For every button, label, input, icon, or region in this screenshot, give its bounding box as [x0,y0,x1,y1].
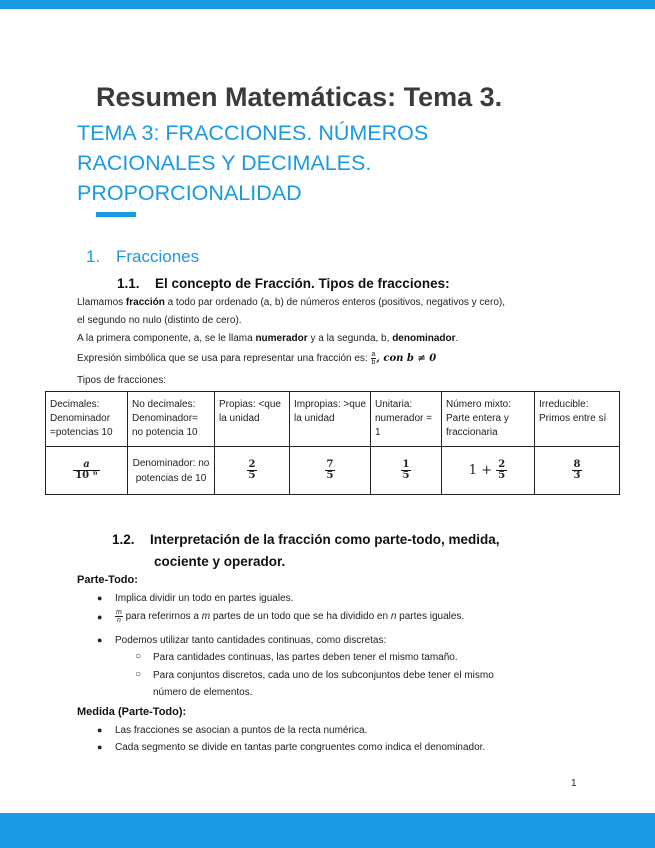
fraction-numerator: a [371,351,376,358]
fraction-decimal-example [73,460,100,482]
types-label: Tipos de fracciones: [77,375,167,386]
sub-list-item-continuation: número de elementos. [153,687,253,698]
paragraph-definition-line2: el segundo no nulo (distinto de cero). [77,315,242,326]
fraction-denominator: n [116,617,121,624]
table-cell: Denominador: no potencias de 10 [128,447,215,495]
fraction-numerator: 1 [402,458,410,470]
paragraph-expression [77,351,436,366]
list-item [97,635,387,646]
list-item [97,593,294,604]
list-item-text: Para conjuntos discretos, cada uno de los subconjuntos debe tener el mismo [153,670,494,681]
table-cell [535,447,620,495]
table-header-cell: Irreducible: Primos entre sí [535,392,620,447]
fraction-numerator: a [83,458,90,470]
fraction-types-table [45,391,620,495]
fraction-numerator: 7 [326,458,334,470]
italic-var: m [201,611,211,623]
circle-bullet-icon: ○ [135,669,142,680]
fraction-denominator: 3 [573,470,581,481]
fraction-numerator: 2 [248,458,256,470]
table-header-cell: Impropias: >que la unidad [290,392,371,447]
list-item-text: Para cantidades continuas, las partes deben tener el mismo tamaño. [153,652,458,663]
list-item-text: Podemos utilizar tanto cantidades continuas, como discretas: [115,635,387,646]
bold-term: fracción [125,297,165,308]
table-example-row [46,447,620,495]
subsection-heading-1-2 [112,532,500,547]
list-item [97,609,465,624]
table-header-cell: No decimales: Denominador= no potencia 10 [128,392,215,447]
document-title: Resumen Matemáticas: Tema 3. [96,82,503,112]
bottom-accent-bar [0,813,655,848]
fraction-numerator: 2 [498,458,506,470]
bullet-icon: ● [97,612,103,622]
text-run: Llamamos [77,297,126,308]
parte-todo-label: Parte-Todo: [77,574,138,586]
table-header-cell: Decimales: Denominador =potencias 10 [46,392,128,447]
text-run: y a la segunda, b, [307,333,393,344]
table-cell [215,447,290,495]
text-run: partes iguales. [396,611,465,623]
subtitle-line-1: TEMA 3: FRACCIONES. NÚMEROS [77,121,429,145]
fraction-denominator: 10 ⁿ [75,470,98,481]
list-item [97,742,486,753]
medida-label: Medida (Parte-Todo): [77,706,187,718]
fraction-numerator: m [116,609,122,616]
subsection-number: 1.1. [117,276,140,291]
fraction-denominator: 5 [248,470,256,481]
bullet-icon: ● [97,593,103,603]
fraction-numerator: 8 [573,458,581,470]
paragraph-components [77,333,458,344]
list-item-text: Cada segmento se divide en tantas parte congruentes como indica el denominador. [115,742,486,753]
fraction-mixed-example [496,460,507,482]
fraction-improper-example [325,460,336,482]
paragraph-definition [77,297,505,308]
subsection-title: El concepto de Fracción. Tipos de fracciones: [155,276,450,291]
bullet-icon: ● [97,725,103,735]
sub-list-item [135,669,494,681]
table-header-cell: Unitaria: numerador = 1 [371,392,442,447]
subsection-title-line2: cociente y operador. [154,554,286,569]
list-item-text: Implica dividir un todo en partes iguales. [115,593,294,604]
page-number: 1 [571,778,577,789]
fraction-denominator: b [371,359,376,366]
subsection-title-line1: Interpretación de la fracción como parte-todo, medida, [150,532,500,547]
bold-term: numerador [255,333,308,344]
subtitle-line-2: RACIONALES Y DECIMALES. [77,151,372,175]
bold-term: denominador [392,333,456,344]
fraction-irreducible-example [572,460,583,482]
table-cell [290,447,371,495]
fraction-proper-example [247,460,258,482]
text-run: Expresión simbólica que se usa para representar una fracción es: [77,353,371,365]
section-title: Fracciones [116,247,200,266]
circle-bullet-icon: ○ [135,651,142,662]
list-item-text: Las fracciones se asocian a puntos de la recta numérica. [115,725,368,736]
fraction-unit-example [401,460,412,482]
text-run: a todo par ordenado (a, b) de números enteros (positivos, negativos y cero), [164,297,505,308]
subsection-number: 1.2. [112,532,135,547]
subtitle-line-3: PROPORCIONALIDAD [77,181,302,205]
subsection-heading-1-1 [117,276,450,291]
section-heading-fracciones [86,247,199,267]
text-run: partes de un todo que se ha dividido en [210,611,391,623]
fraction-denominator: 5 [326,470,334,481]
fraction-m-over-n [115,609,123,624]
text-run: . [455,333,459,344]
top-accent-bar [0,0,655,9]
chapter-subtitle [77,118,547,208]
table-header-row [46,392,620,447]
condition-text: , con b ≠ 0 [376,353,437,365]
bullet-icon: ● [97,742,103,752]
text-run: A la primera componente, a, se le llama [77,333,256,344]
section-number: 1. [86,247,101,266]
table-header-cell: Propias: <que la unidad [215,392,290,447]
italic-var: n [390,611,397,623]
fraction-denominator: 5 [498,470,506,481]
text-run: para referirnos a [122,611,202,623]
bullet-icon: ● [97,635,103,645]
sub-list-item [135,651,458,663]
fraction-denominator: 5 [402,470,410,481]
table-cell [371,447,442,495]
table-cell [46,447,128,495]
table-header-cell: Número mixto: Parte entera y fraccionaria [442,392,535,447]
subtitle-underline [96,212,136,217]
table-cell [442,447,535,495]
mixed-whole-part: 1 + [468,462,497,478]
list-item [97,725,368,736]
